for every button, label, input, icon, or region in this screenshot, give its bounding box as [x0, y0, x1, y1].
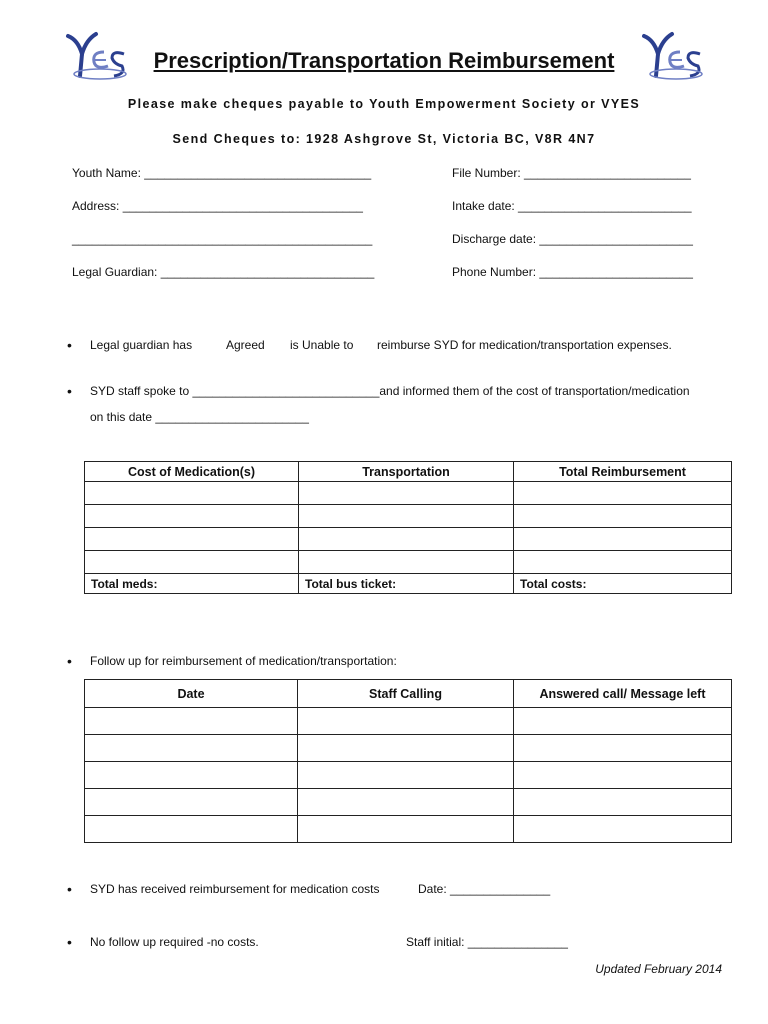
table-cell[interactable] — [85, 762, 298, 789]
cost-table — [84, 461, 732, 594]
address-line2-field[interactable]: _____________________________________________ — [72, 232, 373, 246]
table-cell[interactable] — [514, 482, 732, 505]
total-bus-ticket-cell[interactable]: Total bus ticket: — [299, 574, 514, 594]
table-cell[interactable] — [298, 762, 514, 789]
staff-spoke-field[interactable]: SYD staff spoke to ____________________________and informed them of the cost of transportation/medication — [90, 384, 690, 398]
cost-header-total: Total Reimbursement — [514, 462, 732, 482]
phone-number-field[interactable]: Phone Number: _______________________ — [452, 265, 693, 279]
bullet-icon: • — [67, 881, 72, 897]
table-cell[interactable] — [299, 482, 514, 505]
cost-header-medication: Cost of Medication(s) — [85, 462, 299, 482]
cost-header-transportation: Transportation — [299, 462, 514, 482]
table-cell[interactable] — [85, 551, 299, 574]
table-cell[interactable] — [298, 708, 514, 735]
table-cell[interactable] — [514, 816, 732, 843]
cost-table-totals-row — [85, 574, 732, 594]
table-cell[interactable] — [85, 505, 299, 528]
table-cell[interactable] — [85, 528, 299, 551]
bullet-icon: • — [67, 337, 72, 353]
table-cell[interactable] — [85, 708, 298, 735]
page-title: Prescription/Transportation Reimbursement — [153, 48, 615, 73]
legal-guardian-field[interactable]: Legal Guardian: ________________________________ — [72, 265, 375, 279]
followup-table-header-row — [85, 680, 732, 708]
received-date-field[interactable]: Date: _______________ — [418, 882, 551, 896]
table-row — [85, 551, 732, 574]
payable-line: Please make cheques payable to Youth Empowerment Society or VYES — [127, 97, 641, 111]
file-number-field[interactable]: File Number: _________________________ — [452, 166, 691, 180]
followup-header-date: Date — [85, 680, 298, 708]
bullet-icon: • — [67, 653, 72, 669]
guardian-agreed-option[interactable]: Agreed — [226, 338, 265, 352]
no-follow-up-statement: No follow up required -no costs. — [90, 935, 259, 949]
table-cell[interactable] — [514, 762, 732, 789]
guardian-statement-prefix: Legal guardian has — [90, 338, 193, 352]
total-costs-cell[interactable]: Total costs: — [514, 574, 732, 594]
table-row — [85, 762, 732, 789]
received-statement: SYD has received reimbursement for medication costs — [90, 882, 380, 896]
youth-name-field[interactable]: Youth Name: __________________________________ — [72, 166, 372, 180]
on-this-date-field[interactable]: on this date _______________________ — [90, 410, 309, 424]
table-cell[interactable] — [514, 528, 732, 551]
table-cell[interactable] — [514, 505, 732, 528]
table-cell[interactable] — [298, 816, 514, 843]
table-cell[interactable] — [299, 528, 514, 551]
table-row — [85, 789, 732, 816]
follow-up-label: Follow up for reimbursement of medication/transportation: — [90, 654, 397, 668]
staff-initial-field[interactable]: Staff initial: _______________ — [406, 935, 568, 949]
table-row — [85, 816, 732, 843]
table-cell[interactable] — [514, 708, 732, 735]
table-row — [85, 735, 732, 762]
table-row — [85, 528, 732, 551]
table-row — [85, 708, 732, 735]
table-cell[interactable] — [514, 735, 732, 762]
send-line: Send Cheques to: 1928 Ashgrove St, Victoria BC, V8R 4N7 — [172, 132, 596, 146]
followup-header-answered: Answered call/ Message left — [514, 680, 732, 708]
intake-date-field[interactable]: Intake date: __________________________ — [452, 199, 692, 213]
cost-table-header-row — [85, 462, 732, 482]
discharge-date-field[interactable]: Discharge date: _______________________ — [452, 232, 693, 246]
address-field[interactable]: Address: ____________________________________ — [72, 199, 363, 213]
table-cell[interactable] — [298, 789, 514, 816]
followup-header-staff: Staff Calling — [298, 680, 514, 708]
table-row — [85, 505, 732, 528]
updated-date: Updated February 2014 — [595, 962, 722, 976]
table-row — [85, 482, 732, 505]
bullet-icon: • — [67, 934, 72, 950]
table-cell[interactable] — [85, 789, 298, 816]
table-cell[interactable] — [85, 735, 298, 762]
bullet-icon: • — [67, 383, 72, 399]
guardian-statement-suffix: reimburse SYD for medication/transportation expenses. — [377, 338, 672, 352]
total-meds-cell[interactable]: Total meds: — [85, 574, 299, 594]
table-cell[interactable] — [298, 735, 514, 762]
table-cell[interactable] — [299, 551, 514, 574]
guardian-unable-option[interactable]: is Unable to — [290, 338, 354, 352]
followup-table — [84, 679, 732, 843]
table-cell[interactable] — [514, 551, 732, 574]
table-cell[interactable] — [85, 482, 299, 505]
table-cell[interactable] — [514, 789, 732, 816]
table-cell[interactable] — [85, 816, 298, 843]
table-cell[interactable] — [299, 505, 514, 528]
